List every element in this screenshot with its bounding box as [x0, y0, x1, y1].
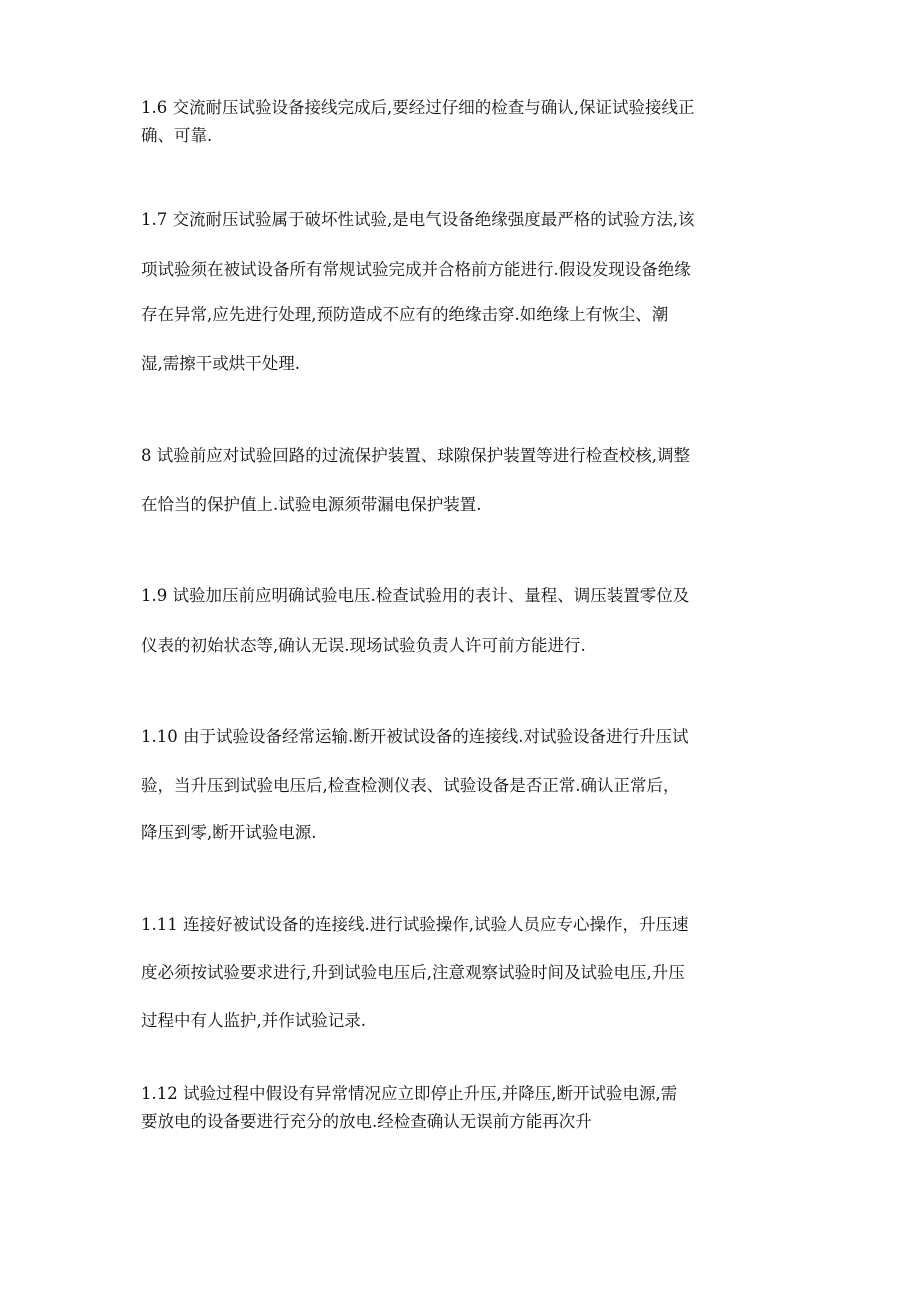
- paragraph-line: 度必须按试验要求进行,升到试验电压后,注意观察试验时间及试验电压,升压: [141, 963, 685, 982]
- paragraph-line: 1.10 由于试验设备经常运输.断开被试设备的连接线.对试验设备进行升压试: [141, 727, 689, 746]
- paragraph-line: 项试验须在被试设备所有常规试验完成并合格前方能进行.假设发现设备绝缘: [141, 260, 691, 279]
- paragraph-line: 在恰当的保护值上.试验电源须带漏电保护装置.: [141, 495, 482, 514]
- paragraph-line: 1.6 交流耐压试验设备接线完成后,要经过仔细的检查与确认,保证试验接线正: [141, 98, 695, 117]
- paragraph-line: 降压到零,断开试验电源.: [141, 823, 317, 842]
- paragraph-line: 要放电的设备要进行充分的放电.经检查确认无误前方能再次升: [141, 1112, 592, 1131]
- paragraph-line: 8 试验前应对试验回路的过流保护装置、球隙保护装置等进行检查校核,调整: [141, 446, 690, 465]
- paragraph-line: 1.12 试验过程中假设有异常情况应立即停止升压,并降压,断开试验电源,需: [141, 1084, 678, 1103]
- paragraph-line: 确、可靠.: [141, 126, 213, 145]
- paragraph-line: 验，当升压到试验电压后,检查检测仪表、试验设备是否正常.确认正常后，: [141, 776, 680, 795]
- paragraph-line: 1.7 交流耐压试验属于破坏性试验,是电气设备绝缘强度最严格的试验方法,该: [141, 210, 695, 229]
- paragraph-line: 1.9 试验加压前应明确试验电压.检查试验用的表计、量程、调压装置零位及: [141, 586, 690, 605]
- paragraph-line: 过程中有人监护,并作试验记录.: [141, 1011, 366, 1030]
- paragraph-line: 1.11 连接好被试设备的连接线.进行试验操作,试验人员应专心操作，升压速: [141, 915, 689, 934]
- paragraph-line: 仪表的初始状态等,确认无误.现场试验负责人许可前方能进行.: [141, 636, 586, 655]
- paragraph-line: 存在异常,应先进行处理,预防造成不应有的绝缘击穿.如绝缘上有恢尘、潮: [141, 305, 669, 324]
- paragraph-line: 湿,需擦干或烘干处理.: [141, 354, 300, 373]
